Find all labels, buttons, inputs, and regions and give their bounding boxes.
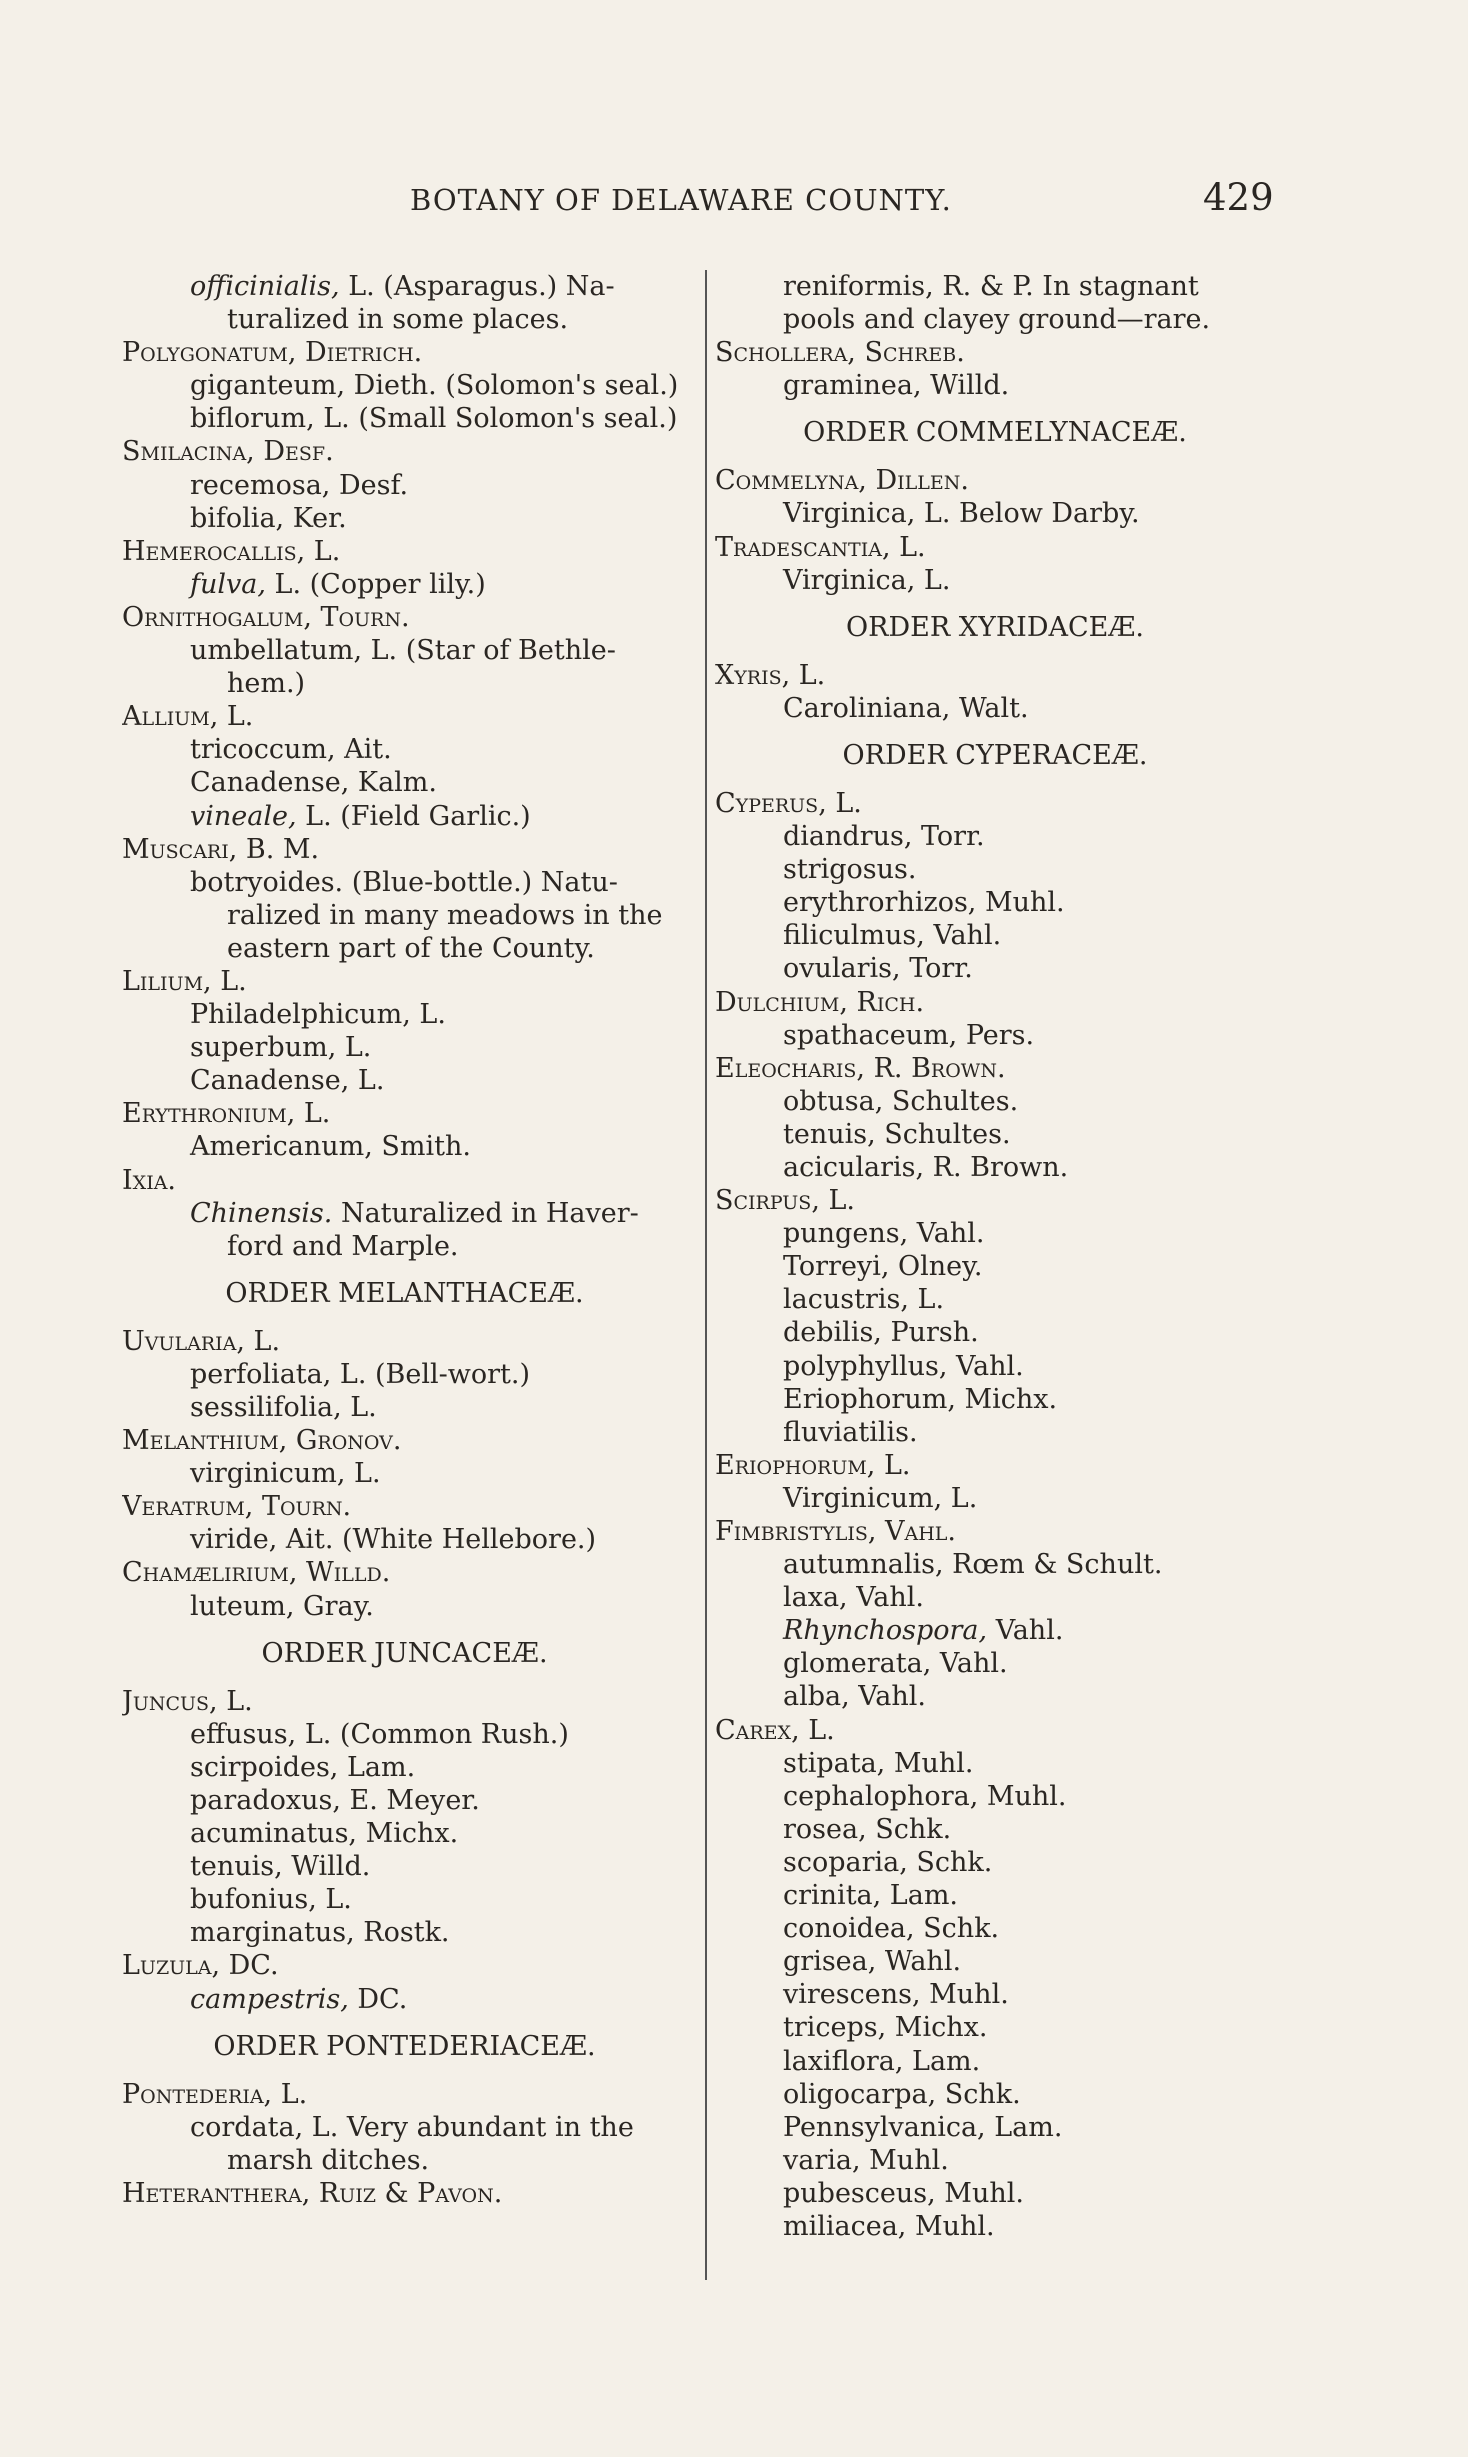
entry-text: Dulchium, Rich. [715,986,925,1018]
entry-text: Naturalized in Haver- [332,1197,639,1229]
italic-name: fulva, [190,568,266,600]
species-entry [715,270,1275,303]
entry-text: laxa, Vahl. [783,1582,924,1614]
entry-text: Xyris, L. [715,659,826,691]
continuation-line [122,899,687,932]
species-entry [715,820,1275,853]
order-heading [715,739,1275,773]
entry-text: Cyperus, L. [715,787,862,819]
species-entry [122,1064,687,1097]
species-entry [715,1647,1275,1680]
entry-text: autumnalis, Rœm & Schult. [783,1549,1163,1581]
genus-entry [122,435,687,468]
entry-text: Polygonatum, Dietrich. [122,337,423,369]
entry-text: conoidea, Schk. [783,1913,1000,1945]
entry-text: umbellatum, L. (Star of Bethle- [190,635,616,667]
species-entry [715,2011,1275,2044]
entry-text: L. (Field Garlic.) [296,800,531,832]
entry-text: Fimbristylis, Vahl. [715,1516,956,1547]
genus-entry [715,1515,1275,1548]
species-entry [122,1883,687,1916]
entry-text: L. (Copper lily.) [265,568,486,600]
species-entry [715,1813,1275,1846]
species-entry [122,998,687,1031]
entry-text: Schollera, Schreb. [715,337,965,369]
entry-text: Virginica, L. [783,564,951,596]
species-entry [715,1747,1275,1780]
entry-text: Carex, L. [715,1714,835,1746]
entry-text: acuminatus, Michx. [190,1818,459,1850]
entry-text: Torreyi, Olney. [783,1251,983,1283]
column-divider [705,270,707,2280]
species-entry [122,1197,687,1230]
species-entry [715,1978,1275,2011]
entry-text: sessilifolia, L. [190,1392,377,1423]
continuation-line [122,1230,687,1263]
species-entry [715,1680,1275,1713]
species-entry [715,1846,1275,1879]
entry-text: scirpoides, Lam. [190,1751,416,1783]
genus-entry [122,700,687,733]
genus-entry [122,1949,687,1982]
italic-name: Rhynchospora, [783,1615,988,1647]
entry-text: ORDER COMMELYNACEÆ. [803,417,1187,449]
species-entry [122,270,687,303]
entry-text: oligocarpa, Schk. [783,2078,1021,2110]
species-entry [122,1358,687,1391]
entry-text: Ixia. [122,1164,177,1196]
genus-entry [122,2177,687,2210]
entry-text: filiculmus, Vahl. [783,920,1002,952]
entry-text: hem.) [227,668,306,700]
species-entry [715,919,1275,952]
entry-text: Pontederia, L. [122,2078,308,2110]
entry-text: marsh ditches. [227,2144,430,2176]
continuation-line [122,2144,687,2177]
entry-text: ralized in many meadows in the [227,899,663,931]
species-entry [715,1283,1275,1316]
entry-text: pungens, Vahl. [783,1218,985,1250]
entry-text: obtusa, Schultes. [783,1085,1019,1117]
entry-text: laxiflora, Lam. [783,2045,981,2077]
entry-text: Virginica, L. Below Darby. [783,498,1140,530]
entry-text: eastern part of the County. [227,932,595,964]
genus-entry [715,464,1275,497]
species-entry [122,1751,687,1784]
genus-entry [122,1490,687,1523]
entry-text: Philadelphicum, L. [190,999,446,1031]
entry-text: graminea, Willd. [783,370,1010,402]
order-heading [122,2030,687,2064]
species-entry [715,2078,1275,2111]
entry-text: turalized in some places. [227,304,569,336]
entry-text: varia, Muhl. [783,2144,949,2176]
entry-text: polyphyllus, Vahl. [783,1350,1024,1382]
genus-entry [122,1325,687,1358]
genus-entry [122,1685,687,1718]
species-entry [715,1780,1275,1813]
species-entry [122,1523,687,1556]
entry-text: pools and clayey ground—rare. [783,304,1211,336]
entry-text: Virginicum, L. [783,1482,978,1514]
genus-entry [715,336,1275,369]
entry-text: DC. [348,1983,408,2015]
entry-text: erythrorhizos, Muhl. [783,887,1065,919]
entry-text: recemosa, Desf. [190,469,409,501]
entry-text: virescens, Muhl. [783,1979,1009,2011]
species-entry [715,1316,1275,1349]
entry-text: Scirpus, L. [715,1185,856,1217]
entry-text: spathaceum, Pers. [783,1019,1035,1051]
page-number: 429 [1203,176,1274,219]
species-entry [715,2045,1275,2078]
entry-text: ORDER XYRIDACEÆ. [846,611,1144,643]
genus-entry [122,336,687,369]
right-column [715,270,1275,2243]
entry-text: tricoccum, Ait. [190,734,392,766]
order-heading [122,1277,687,1311]
italic-name: officinialis, [190,271,340,302]
genus-entry [122,965,687,998]
species-entry [122,1457,687,1490]
species-entry [122,402,687,435]
entry-text: Erythronium, L. [122,1098,331,1130]
entry-text: Canadense, Kalm. [190,767,437,799]
species-entry [122,1391,687,1424]
entry-text: virginicum, L. [190,1458,381,1490]
species-entry [715,1548,1275,1581]
entry-text: pubesceus, Muhl. [783,2177,1024,2209]
entry-text: tenuis, Schultes. [783,1118,1011,1150]
species-entry [122,1850,687,1883]
species-entry [715,1151,1275,1184]
entry-text: Eriophorum, Michx. [783,1383,1058,1415]
entry-text: bufonius, L. [190,1884,352,1916]
genus-entry [122,1424,687,1457]
genus-entry [715,986,1275,1019]
entry-text: Melanthium, Gronov. [122,1425,402,1457]
entry-text: fluviatilis. [783,1416,918,1448]
entry-text: cephalophora, Muhl. [783,1780,1067,1812]
species-entry [122,1784,687,1817]
species-entry [715,497,1275,530]
entry-text: debilis, Pursh. [783,1317,979,1349]
species-entry [715,1019,1275,1052]
entry-text: Caroliniana, Walt. [783,692,1029,724]
italic-name: vineale, [190,800,297,832]
entry-text: Pennsylvanica, Lam. [783,2111,1063,2143]
genus-entry [715,659,1275,692]
species-entry [715,1085,1275,1118]
entry-text: miliacea, Muhl. [783,2210,995,2242]
entry-text: Luzula, DC. [122,1950,279,1982]
species-entry [122,866,687,899]
species-entry [715,692,1275,725]
genus-entry [122,601,687,634]
genus-entry [715,1184,1275,1217]
species-entry [715,1250,1275,1283]
species-entry [122,2111,687,2144]
species-entry [122,1590,687,1623]
species-entry [122,800,687,833]
entry-text: Americanum, Smith. [190,1131,471,1163]
entry-text: grisea, Wahl. [783,1946,962,1978]
species-entry [122,1031,687,1064]
species-entry [122,1130,687,1163]
entry-text: superbum, L. [190,1032,372,1064]
species-entry [715,886,1275,919]
species-entry [715,1945,1275,1978]
species-entry [715,1581,1275,1614]
entry-text: L. (Asparagus.) Na- [339,271,615,302]
entry-text: giganteum, Dieth. (Solomon's seal.) [190,370,679,402]
species-entry [122,369,687,402]
species-entry [122,1817,687,1850]
entry-text: alba, Vahl. [783,1681,927,1713]
entry-text: marginatus, Rostk. [190,1917,450,1949]
entry-text: lacustris, L. [783,1284,945,1316]
species-entry [715,1614,1275,1647]
entry-text: ORDER PONTEDERIACEÆ. [213,2030,596,2062]
entry-text: luteum, Gray. [190,1590,374,1622]
genus-entry [715,1714,1275,1747]
entry-text: perfoliata, L. (Bell-wort.) [190,1358,530,1390]
species-entry [715,853,1275,886]
genus-entry [715,531,1275,564]
species-entry [715,1416,1275,1449]
order-heading [122,1637,687,1671]
species-entry [122,502,687,535]
entry-text: Vahl. [987,1615,1064,1647]
entry-text: stipata, Muhl. [783,1747,974,1779]
species-entry [715,1217,1275,1250]
entry-text: diandrus, Torr. [783,821,985,853]
order-heading [715,611,1275,645]
species-entry [122,469,687,502]
species-entry [122,733,687,766]
species-entry [715,1879,1275,1912]
running-title: BOTANY OF DELAWARE COUNTY. [410,183,952,217]
genus-entry [122,1097,687,1130]
species-entry [122,634,687,667]
entry-text: strigosus. [783,854,917,886]
continuation-line [122,932,687,965]
species-entry [715,2177,1275,2210]
continuation-line [122,667,687,700]
entry-text: cordata, L. Very abundant in the [190,2111,634,2143]
left-column [122,270,687,2210]
species-entry [715,369,1275,402]
entry-text: viride, Ait. (White Hellebore.) [190,1524,597,1556]
species-entry [122,1983,687,2016]
entry-text: Veratrum, Tourn. [122,1491,352,1523]
entry-text: reniformis, R. & P. In stagnant [783,271,1199,302]
entry-text: Muscari, B. M. [122,833,320,865]
entry-text: Tradescantia, L. [715,531,926,563]
entry-text: Ornithogalum, Tourn. [122,601,410,633]
entry-text: Eriophorum, L. [715,1449,911,1481]
italic-name: campestris, [190,1983,349,2015]
entry-text: crinita, Lam. [783,1880,959,1912]
species-entry [122,1718,687,1751]
italic-name: Chinensis. [190,1197,333,1229]
entry-text: Smilacina, Desf. [122,436,334,468]
species-entry [715,2210,1275,2243]
entry-text: Lilium, L. [122,965,247,997]
entry-text: acicularis, R. Brown. [783,1151,1069,1183]
species-entry [715,2144,1275,2177]
entry-text: paradoxus, E. Meyer. [190,1784,480,1816]
entry-text: ORDER MELANTHACEÆ. [225,1277,584,1309]
genus-entry [122,1556,687,1589]
continuation-line [122,303,687,336]
entry-text: glomerata, Vahl. [783,1648,1008,1680]
species-entry [122,1916,687,1949]
genus-entry [122,535,687,568]
species-entry [715,1482,1275,1515]
entry-text: ovularis, Torr. [783,953,973,985]
species-entry [715,952,1275,985]
entry-text: Juncus, L. [122,1685,253,1717]
species-entry [122,568,687,601]
entry-text: Heteranthera, Ruiz & Pavon. [122,2177,503,2209]
entry-text: biflorum, L. (Small Solomon's seal.) [190,403,678,435]
species-entry [715,2111,1275,2144]
order-heading [715,416,1275,450]
entry-text: rosea, Schk. [783,1813,952,1845]
entry-text: botryoides. (Blue-bottle.) Natu- [190,866,618,898]
entry-text: effusus, L. (Common Rush.) [190,1718,569,1750]
genus-entry [715,787,1275,820]
species-entry [715,303,1275,336]
entry-text: ORDER JUNCACEÆ. [261,1637,548,1669]
entry-text: Uvularia, L. [122,1325,281,1357]
genus-entry [122,1164,687,1197]
species-entry [715,564,1275,597]
entry-text: triceps, Michx. [783,2012,988,2044]
genus-entry [122,2078,687,2111]
genus-entry [122,833,687,866]
entry-text: tenuis, Willd. [190,1851,371,1883]
entry-text: Hemerocallis, L. [122,535,341,567]
genus-entry [715,1052,1275,1085]
species-entry [122,766,687,799]
species-entry [715,1383,1275,1416]
entry-text: Allium, L. [122,701,254,733]
entry-text: ford and Marple. [227,1230,459,1262]
species-entry [715,1912,1275,1945]
entry-text: Commelyna, Dillen. [715,465,969,497]
species-entry [715,1350,1275,1383]
entry-text: scoparia, Schk. [783,1846,993,1878]
entry-text: bifolia, Ker. [190,502,347,534]
species-entry [715,1118,1275,1151]
entry-text: Chamælirium, Willd. [122,1557,391,1589]
genus-entry [715,1449,1275,1482]
entry-text: ORDER CYPERACEÆ. [842,739,1148,771]
entry-text: Eleocharis, R. Brown. [715,1052,1006,1084]
entry-text: Canadense, L. [190,1065,385,1097]
